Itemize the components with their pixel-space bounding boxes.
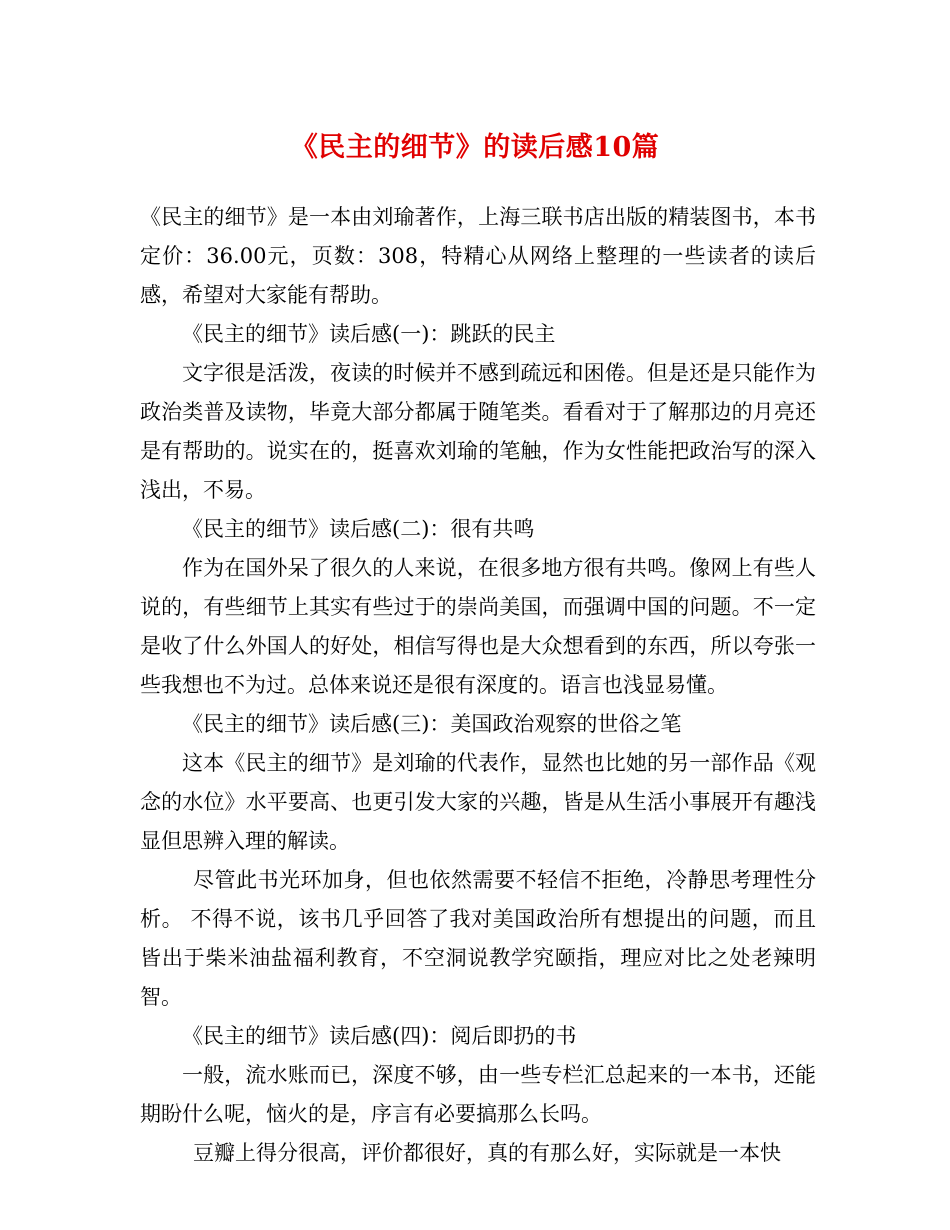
review-heading-1: 《民主的细节》读后感(一)：跳跃的民主 <box>182 322 556 346</box>
review-paragraph-2: 作为在国外呆了很久的人来说，在很多地方很有共鸣。像网上有些人说的，有些细节上其实有些过于的崇尚美国，而强调中国的问题。不一定是收了什么外国人的好处，相信写得也是大众想看到的东西，所以夸张一些我想也不为过。总体来说还是很有深度的。语言也浅显易懂。 <box>140 556 816 697</box>
intro-paragraph: 《民主的细节》是一本由刘瑜著作，上海三联书店出版的精装图书，本书定价：36.00元，页数：308，特精心从网络上整理的一些读者的读后感，希望对大家能有帮助。 <box>140 205 816 307</box>
document-title: 《民主的细节》的读后感10篇 <box>290 132 660 163</box>
review-paragraph-4a: 一般，流水账而已，深度不够，由一些专栏汇总起来的一本书，还能期盼什么呢，恼火的是，序言有必要搞那么长吗。 <box>140 1063 816 1126</box>
review-paragraph-4b: 豆瓣上得分很高，评价都很好，真的有那么好，实际就是一本快 <box>193 1141 781 1165</box>
review-heading-3: 《民主的细节》读后感(三)：美国政治观察的世俗之笔 <box>182 712 682 736</box>
review-paragraph-3a: 这本《民主的细节》是刘瑜的代表作，显然也比她的另一部作品《观念的水位》水平要高、也更引发大家的兴趣，皆是从生活小事展开有趣浅显但思辨入理的解读。 <box>140 751 816 853</box>
review-paragraph-3b: 尽管此书光环加身，但也依然需要不轻信不拒绝，冷静思考理性分析。 不得不说，该书几乎回答了我对美国政治所有想提出的问题，而且皆出于柴米油盐福利教育，不空洞说教学究颐指，理应对比之处老辣明智。 <box>140 868 816 1009</box>
review-paragraph-1: 文字很是活泼，夜读的时候并不感到疏远和困倦。但是还是只能作为政治类普及读物，毕竟大部分都属于随笔类。看看对于了解那边的月亮还是有帮助的。说实在的，挺喜欢刘瑜的笔触，作为女性能把政治写的深入浅出，不易。 <box>140 361 816 502</box>
review-heading-2: 《民主的细节》读后感(二)：很有共鸣 <box>182 517 535 541</box>
document-body <box>140 198 816 1173</box>
review-heading-4: 《民主的细节》读后感(四)：阅后即扔的书 <box>182 1024 577 1048</box>
